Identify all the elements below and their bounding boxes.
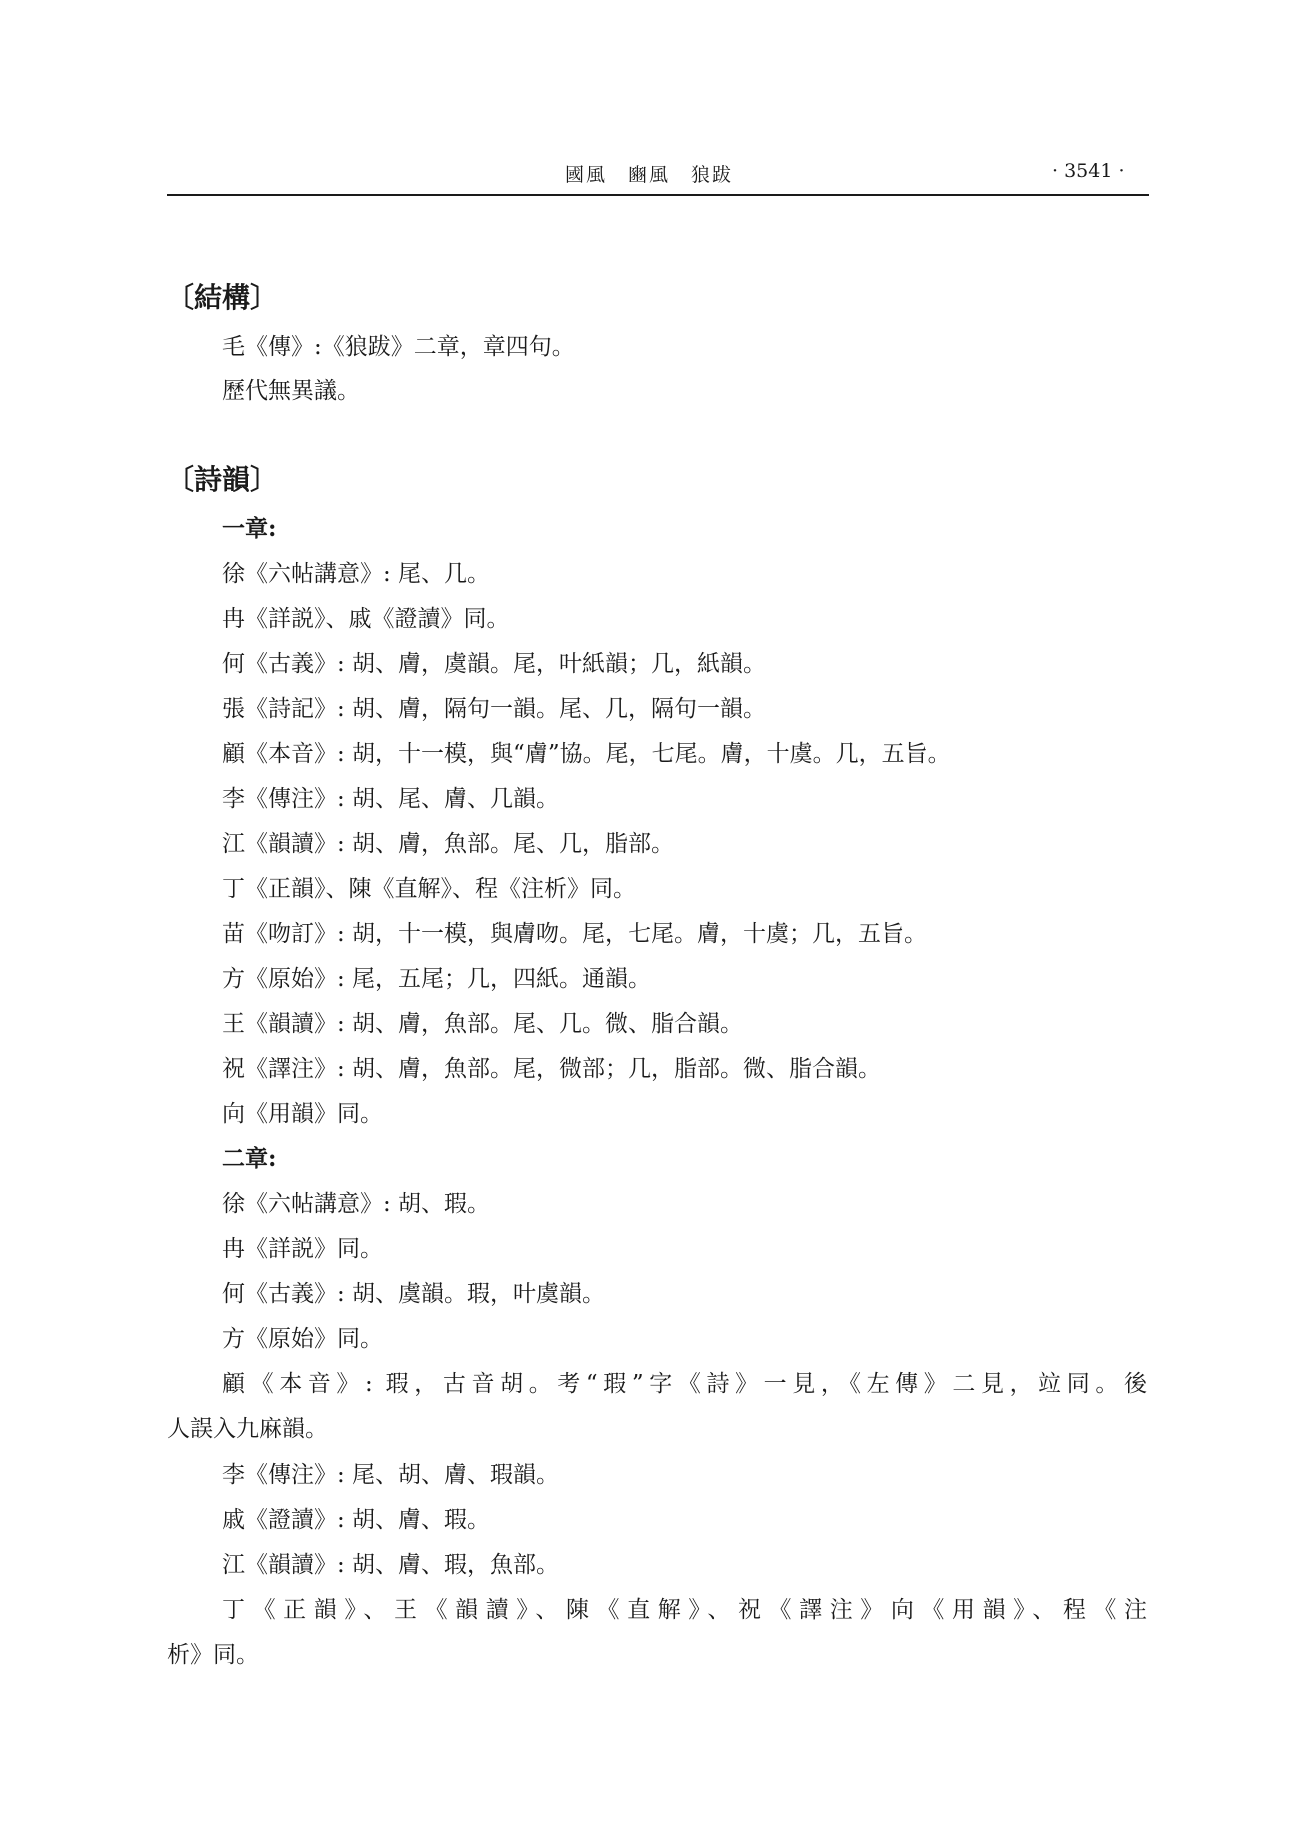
text-line: 戚《證讀》: 胡、膚、瑕。 (222, 1507, 491, 1533)
text-line: 冉《詳説》同。 (222, 1236, 383, 1262)
text-line: 何《古義》: 胡、膚，虞韻。尾，叶紙韻；几，紙韻。 (222, 651, 767, 677)
text-line: 江《韻讀》: 胡、膚，魚部。尾、几，脂部。 (222, 831, 675, 857)
section-heading-rhyme: 〔詩韻〕 (166, 463, 279, 496)
text-line: 丁《正韻》、王《韻讀》、陳《直解》、祝《譯注》向《用韻》、程《注 (222, 1597, 1147, 1623)
text-line: 方《原始》同。 (222, 1326, 383, 1352)
text-line: 徐《六帖講意》: 尾、几。 (222, 561, 491, 587)
subheading-stanza-1: 一章: (222, 515, 277, 542)
section-heading-structure: 〔結構〕 (166, 281, 279, 314)
text-line: 祝《譯注》: 胡、膚，魚部。尾，微部；几，脂部。微、脂合韻。 (222, 1056, 882, 1082)
text-line: 毛《傳》:《狼跋》二章，章四句。 (222, 334, 575, 360)
page-number: · 3541 · (1052, 160, 1125, 182)
text-line: 王《韻讀》: 胡、膚，魚部。尾、几。微、脂合韻。 (222, 1011, 744, 1037)
text-line-continuation: 析》同。 (167, 1642, 259, 1668)
text-line: 方《原始》: 尾，五尾；几，四紙。通韻。 (222, 966, 652, 992)
text-line-continuation: 人誤入九麻韻。 (167, 1416, 328, 1442)
text-line: 何《古義》: 胡、虞韻。瑕，叶虞韻。 (222, 1281, 606, 1307)
text-line: 李《傳注》: 尾、胡、膚、瑕韻。 (222, 1462, 560, 1488)
text-line: 向《用韻》同。 (222, 1101, 383, 1127)
text-line: 張《詩記》: 胡、膚，隔句一韻。尾、几，隔句一韻。 (222, 696, 767, 722)
text-line: 李《傳注》: 胡、尾、膚、几韻。 (222, 786, 560, 812)
header-rule (167, 194, 1149, 196)
text-line: 顧《本音》: 胡，十一模，與“膚”協。尾，七尾。膚，十虞。几，五旨。 (222, 741, 951, 767)
running-head: 國風 豳風 狼跋 (565, 164, 734, 186)
subheading-stanza-2: 二章: (222, 1145, 277, 1172)
text-line: 苗《吻訂》: 胡，十一模，與膚吻。尾，七尾。膚，十虞；几，五旨。 (222, 921, 928, 947)
text-line: 江《韻讀》: 胡、膚、瑕，魚部。 (222, 1552, 560, 1578)
text-line: 丁《正韻》、陳《直解》、程《注析》同。 (222, 876, 636, 902)
text-line: 顧《本音》: 瑕，古音胡。考“瑕”字《詩》一見，《左傳》二見，竝同。後 (222, 1371, 1147, 1397)
text-line: 徐《六帖講意》: 胡、瑕。 (222, 1191, 491, 1217)
text-line: 冉《詳説》、戚《證讀》同。 (222, 606, 510, 632)
text-line: 歷代無異議。 (222, 378, 360, 404)
